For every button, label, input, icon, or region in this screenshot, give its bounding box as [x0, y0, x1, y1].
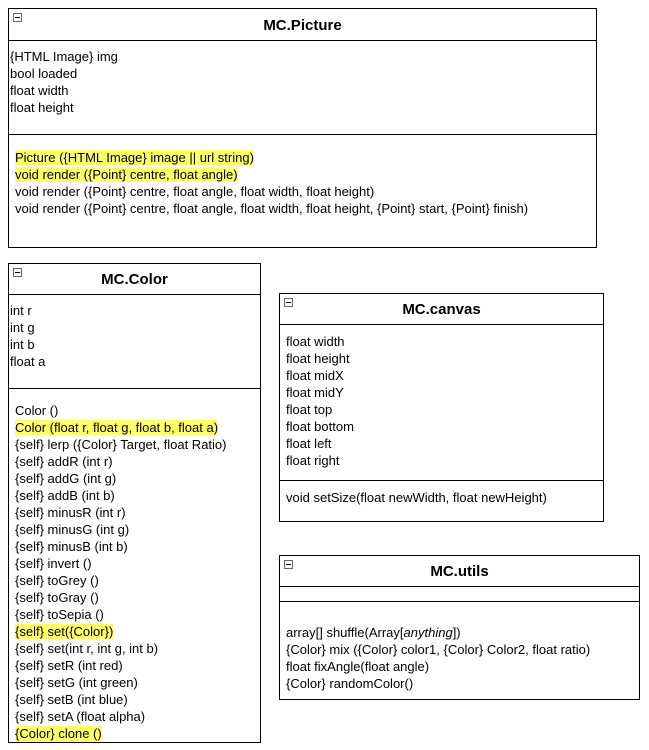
method	[9, 453, 260, 470]
class-box-color[interactable]	[8, 263, 261, 743]
methods-section	[9, 135, 596, 217]
class-title: MC.canvas	[402, 301, 481, 318]
method	[9, 183, 596, 200]
method	[9, 708, 260, 725]
method-text: void render ({Point} centre, float angle, float width, float height)	[15, 184, 375, 199]
method	[9, 657, 260, 674]
field: float midY	[286, 385, 344, 400]
field: float height	[10, 100, 74, 115]
class-box-picture[interactable]	[8, 8, 597, 248]
field: float height	[286, 351, 350, 366]
method	[9, 725, 260, 742]
method	[9, 589, 260, 606]
fields-section	[280, 325, 603, 481]
method	[9, 149, 596, 166]
field: int r	[10, 303, 32, 318]
method-text: {self} setA (float alpha)	[15, 709, 146, 724]
method-text: Color (float r, float g, float b, float a)	[15, 420, 219, 435]
method	[9, 640, 260, 657]
method	[9, 521, 260, 538]
methods-section	[9, 389, 260, 742]
method-text: {self} toGray ()	[15, 590, 99, 605]
method-text: {self} addG (int g)	[15, 471, 117, 486]
method-text: {Color} mix ({Color} color1, {Color} Color2, float ratio)	[286, 642, 591, 657]
method	[9, 436, 260, 453]
method	[280, 489, 603, 506]
method	[9, 419, 260, 436]
method	[9, 402, 260, 419]
class-title: MC.Picture	[263, 17, 342, 34]
field: int g	[10, 320, 35, 335]
class-title: MC.Color	[101, 271, 168, 288]
method-text: {Color} randomColor()	[286, 676, 414, 691]
class-box-canvas[interactable]	[279, 293, 604, 522]
method-text: {self} minusB (int b)	[15, 539, 128, 554]
method-type-param: anything	[403, 625, 453, 640]
method-text: {self} lerp ({Color} Target, float Ratio)	[15, 437, 227, 452]
fields-section	[9, 295, 260, 389]
method-text: {self} setG (int green)	[15, 675, 138, 690]
method-text: {self} toSepia ()	[15, 607, 104, 622]
method	[9, 555, 260, 572]
fields-section	[9, 41, 596, 135]
class-title: MC.utils	[430, 563, 489, 580]
method-text: float fixAngle(float angle)	[286, 659, 430, 674]
method	[280, 624, 639, 641]
method-text: {self} minusR (int r)	[15, 505, 126, 520]
field: float midX	[286, 368, 344, 383]
method-text: array[] shuffle(Array[	[286, 625, 404, 640]
field: float a	[10, 354, 46, 369]
method-text: void render ({Point} centre, float angle, float width, float height, {Point} start, {Point} finish)	[15, 201, 529, 216]
method-text: void setSize(float newWidth, float newHeight)	[286, 490, 547, 505]
field: bool loaded	[10, 66, 78, 81]
field: {HTML Image} img	[10, 49, 118, 64]
field: float right	[286, 453, 340, 468]
method-text: {self} addR (int r)	[15, 454, 113, 469]
field: float bottom	[286, 419, 354, 434]
method-text: {self} set(int r, int g, int b)	[15, 641, 159, 656]
method	[9, 200, 596, 217]
method-text: {self} invert ()	[15, 556, 92, 571]
methods-section	[280, 481, 603, 506]
method	[9, 691, 260, 708]
methods-section	[280, 602, 639, 692]
field: float top	[286, 402, 333, 417]
method-text: void render ({Point} centre, float angle)	[15, 167, 238, 182]
method-text: {self} setB (int blue)	[15, 692, 128, 707]
method-text: {self} setR (int red)	[15, 658, 123, 673]
field: float width	[10, 83, 69, 98]
method	[9, 674, 260, 691]
method-text: Color ()	[15, 403, 59, 418]
method	[9, 606, 260, 623]
field: float width	[286, 334, 345, 349]
fields-section	[280, 587, 639, 602]
method	[9, 504, 260, 521]
method	[9, 538, 260, 555]
method-text: {self} addB (int b)	[15, 488, 115, 503]
method-text: {self} minusG (int g)	[15, 522, 130, 537]
method	[9, 470, 260, 487]
method-text-end: ])	[452, 625, 461, 640]
method-text: {Color} clone ()	[15, 726, 102, 741]
method	[280, 641, 639, 658]
class-box-utils[interactable]	[279, 555, 640, 700]
method-text: {self} toGrey ()	[15, 573, 99, 588]
method	[280, 675, 639, 692]
method	[9, 623, 260, 640]
method	[280, 658, 639, 675]
method	[9, 487, 260, 504]
field: float left	[286, 436, 332, 451]
method-text: {self} set({Color})	[15, 624, 114, 639]
field: int b	[10, 337, 35, 352]
method	[9, 166, 596, 183]
method-text: Picture ({HTML Image} image || url string)	[15, 150, 254, 165]
method	[9, 572, 260, 589]
